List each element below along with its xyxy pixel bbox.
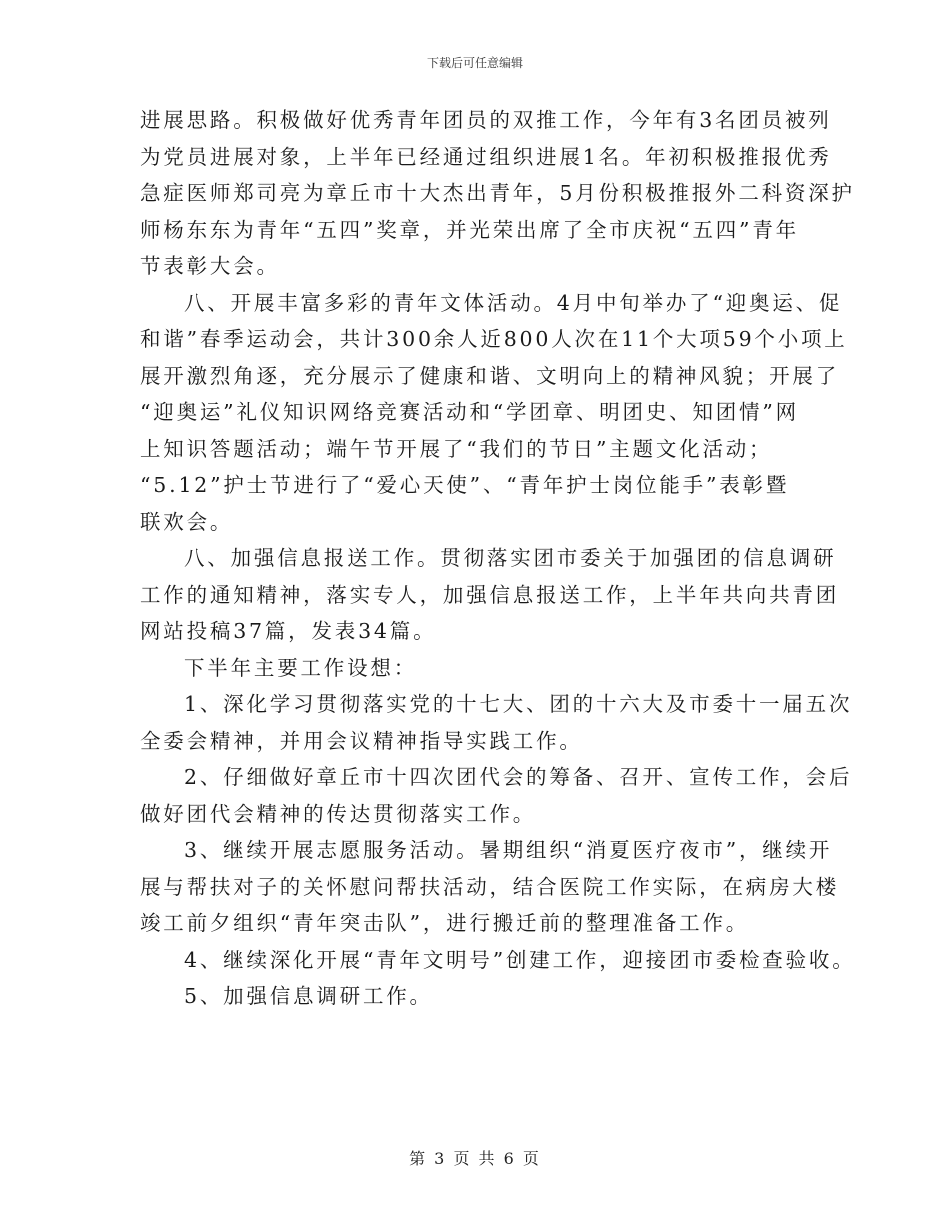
- page-number: 第 3 页 共 6 页: [409, 1149, 541, 1168]
- text-line: 和谐”春季运动会，共计300余人近800人次在11个大项59个小项上: [140, 327, 848, 351]
- text-line: 急症医师郑司亮为章丘市十大杰出青年，5月份积极推报外二科资深护: [140, 181, 855, 205]
- text-line: 竣工前夕组织“青年突击队”，进行搬迁前的整理准备工作。: [140, 911, 750, 935]
- text-line: 展开激烈角逐，充分展示了健康和谐、文明向上的精神风貌；开展了: [140, 363, 839, 388]
- page-header-note: 下载后可任意编辑: [426, 56, 523, 70]
- text-line: 全委会精神，并用会议精神指导实践工作。: [140, 728, 583, 753]
- text-line: 5、加强信息调研工作。: [184, 984, 433, 1008]
- text-line: 做好团代会精神的传达贯彻落实工作。: [140, 801, 537, 826]
- text-line: 展与帮扶对子的关怀慰问帮扶活动，结合医院工作实际，在病房大楼: [140, 874, 839, 899]
- text-line: “5.12”护士节进行了“爱心天使”、“青年护士岗位能手”表彰暨: [140, 473, 790, 497]
- text-line: 八、开展丰富多彩的青年文体活动。4月中旬举办了“迎奥运、促: [184, 290, 843, 315]
- text-line: 2、仔细做好章丘市十四次团代会的筹备、召开、宣传工作，会后: [184, 765, 853, 789]
- text-line: 网站投稿37篇，发表34篇。: [140, 619, 437, 643]
- text-line: 节表彰大会。: [140, 254, 280, 278]
- document-body: [140, 102, 856, 1015]
- text-line: 工作的通知精神，落实专人，加强信息报送工作，上半年共向共青团: [140, 582, 839, 607]
- text-line: “迎奥运”礼仪知识网络竞赛活动和“学团章、明团史、知团情”网: [140, 400, 799, 424]
- text-line: 4、继续深化开展“青年文明号”创建工作，迎接团市委检查验收。: [184, 947, 856, 972]
- text-line: 师杨东东为青年“五四”奖章，并光荣出席了全市庆祝“五四”青年: [140, 217, 799, 242]
- text-line: 3、继续开展志愿服务活动。暑期组织“消夏医疗夜市”，继续开: [184, 838, 833, 862]
- text-line: 联欢会。: [140, 509, 234, 534]
- text-line: 进展思路。积极做好优秀青年团员的双推工作，今年有3名团员被列: [140, 108, 832, 132]
- text-line: 为党员进展对象，上半年已经通过组织进展1名。年初积极推报优秀: [140, 144, 832, 169]
- text-line: 八、加强信息报送工作。贯彻落实团市委关于加强团的信息调研: [184, 546, 837, 570]
- text-line: 1、深化学习贯彻落实党的十七大、团的十六大及市委十一届五次: [184, 692, 853, 716]
- text-line: 上知识答题活动；端午节开展了“我们的节日”主题文化活动；: [140, 436, 773, 461]
- text-line: 下半年主要工作设想：: [184, 655, 417, 680]
